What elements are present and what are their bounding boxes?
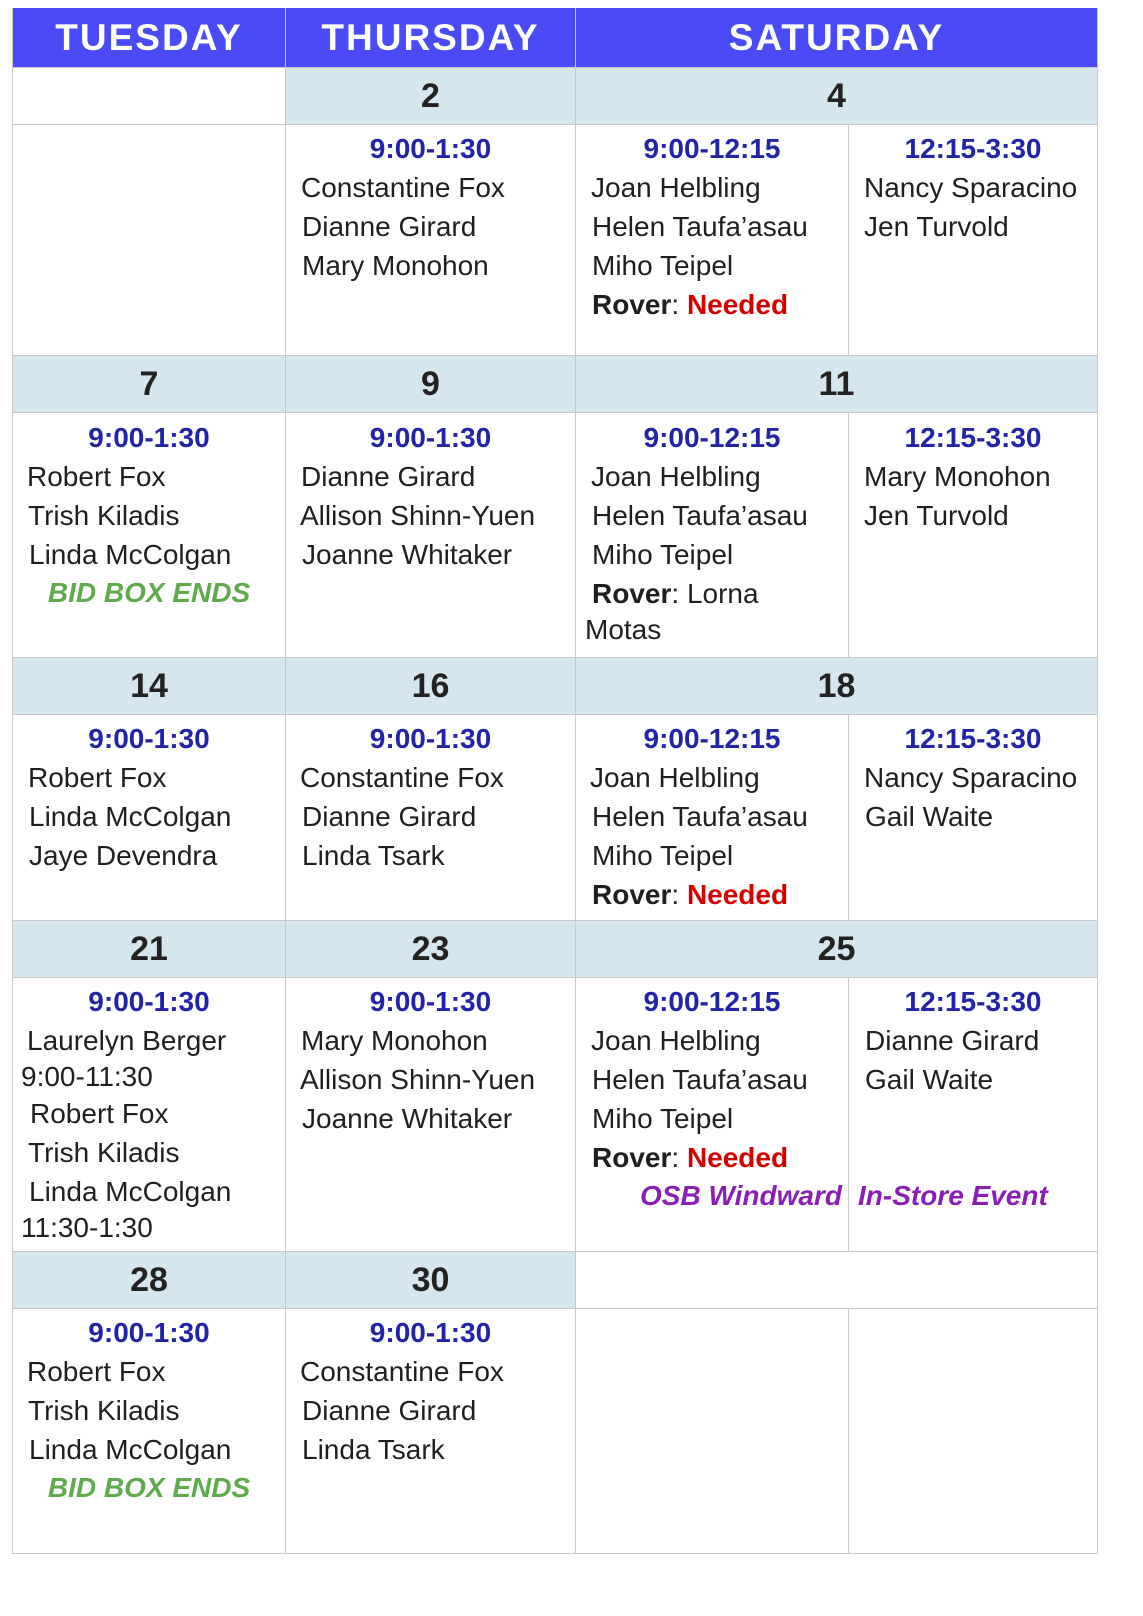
volunteer-name: Dianne Girard — [301, 461, 476, 492]
volunteer-name: Helen Taufa’asau — [592, 801, 808, 832]
shift-time: 9:00-1:30 — [369, 1317, 492, 1348]
rover-line: Rover: Needed — [592, 289, 789, 320]
grid-line — [12, 714, 1098, 715]
shift-cell-thursday-16 — [286, 720, 575, 875]
volunteer-name: Laurelyn Berger — [27, 1025, 227, 1056]
date-saturday-4: 4 — [576, 67, 1097, 125]
volunteer-name: Mary Monohon — [301, 1025, 488, 1056]
shift-time: 9:00-1:30 — [88, 1317, 210, 1348]
shift-cell-saturday-25-afternoon — [849, 983, 1097, 1215]
date-saturday-25: 25 — [576, 920, 1097, 978]
rover-label: Rover — [592, 879, 672, 910]
volunteer-name: Linda McColgan — [29, 539, 232, 570]
shift-time: 12:15-3:30 — [904, 422, 1042, 453]
osb-windward-note: OSB Windward — [640, 1180, 842, 1211]
volunteer-name: Dianne Girard — [302, 1395, 477, 1426]
volunteer-name: Joan Helbling — [591, 461, 761, 492]
shift-cell-tuesday-14 — [13, 720, 285, 875]
shift-cell-thursday-2 — [286, 130, 575, 285]
volunteer-name: Helen Taufa’asau — [592, 500, 808, 531]
shift-time: 9:00-12:15 — [643, 133, 781, 164]
volunteer-name: Trish Kiladis — [28, 1137, 180, 1168]
rover-needed: Needed — [686, 1142, 789, 1173]
shift-time: 9:00-1:30 — [88, 422, 210, 453]
shift-time: 9:00-1:30 — [369, 133, 492, 164]
shift-time: 12:15-3:30 — [904, 986, 1042, 1017]
volunteer-name: Robert Fox — [30, 1098, 169, 1129]
volunteer-name: Joanne Whitaker — [302, 539, 513, 570]
shift-time: 12:15-3:30 — [904, 723, 1042, 754]
volunteer-name: Nancy Sparacino — [864, 762, 1078, 793]
rover-name: Lorna — [686, 578, 759, 609]
grid-line — [848, 1309, 849, 1553]
volunteer-name: Jen Turvold — [864, 211, 1009, 242]
volunteer-name: Trish Kiladis — [28, 1395, 180, 1426]
grid-line — [12, 657, 1098, 658]
shift-time: 9:00-1:30 — [88, 723, 210, 754]
shift-time: 9:00-1:30 — [369, 422, 492, 453]
header-tuesday: TUESDAY — [13, 8, 285, 68]
grid-line — [12, 977, 1098, 978]
shift-time: 12:15-3:30 — [904, 133, 1042, 164]
grid-line — [12, 1553, 1098, 1554]
rover-label: Rover — [592, 578, 672, 609]
date-saturday-11: 11 — [576, 355, 1097, 413]
bid-box-ends-note: BID BOX ENDS — [47, 577, 251, 608]
volunteer-name: Joan Helbling — [591, 1025, 761, 1056]
volunteer-name: Mary Monohon — [864, 461, 1051, 492]
volunteer-name: Miho Teipel — [592, 539, 734, 570]
in-store-event-note: In-Store Event — [858, 1180, 1048, 1211]
volunteer-name: Miho Teipel — [592, 250, 734, 281]
volunteer-name: Joan Helbling — [590, 762, 760, 793]
grid-line — [12, 412, 1098, 413]
shift-cell-saturday-11-afternoon — [849, 419, 1097, 535]
rover-line: Rover: Needed — [592, 1142, 789, 1173]
header-thursday: THURSDAY — [286, 8, 575, 68]
date-tuesday-21: 21 — [13, 920, 285, 978]
shift-cell-saturday-4-afternoon — [849, 130, 1097, 246]
volunteer-name: Robert Fox — [27, 461, 166, 492]
volunteer-name: Joan Helbling — [591, 172, 761, 203]
volunteer-name: Allison Shinn-Yuen — [300, 1064, 536, 1095]
rover-line: Rover: Needed — [592, 879, 789, 910]
date-thursday-16: 16 — [286, 657, 575, 715]
shift-time: 9:00-12:15 — [643, 422, 781, 453]
volunteer-name: Miho Teipel — [592, 1103, 734, 1134]
volunteer-name: Linda McColgan — [29, 1176, 232, 1207]
volunteer-name: Helen Taufa’asau — [592, 1064, 808, 1095]
shift-cell-thursday-9 — [286, 419, 575, 574]
volunteer-name: Jen Turvold — [864, 500, 1009, 531]
volunteer-name: Allison Shinn-Yuen — [300, 500, 536, 531]
shift-cell-saturday-4-morning — [576, 130, 848, 324]
volunteer-name: Trish Kiladis — [28, 500, 180, 531]
volunteer-name: Nancy Sparacino — [864, 172, 1078, 203]
volunteer-name: Constantine Fox — [300, 1356, 504, 1387]
shift-cell-thursday-23 — [286, 983, 575, 1138]
split-shift-time: 11:30-1:30 — [21, 1212, 153, 1243]
grid-line — [12, 1308, 1098, 1309]
shift-cell-saturday-18-morning — [576, 720, 848, 914]
bid-box-ends-note: BID BOX ENDS — [47, 1472, 251, 1503]
grid-line — [12, 920, 1098, 921]
shift-cell-saturday-11-morning — [576, 419, 848, 647]
volunteer-name: Mary Monohon — [302, 250, 489, 281]
shift-time: 9:00-12:15 — [643, 986, 781, 1017]
volunteer-name: Miho Teipel — [592, 840, 734, 871]
shift-cell-tuesday-21 — [13, 983, 285, 1245]
date-tuesday-28: 28 — [13, 1251, 285, 1309]
grid-line — [12, 1251, 1098, 1252]
grid-line — [1097, 8, 1098, 1553]
header-saturday: SATURDAY — [576, 8, 1097, 68]
rover-name-continued: Motas — [585, 614, 662, 645]
split-shift-time: 9:00-11:30 — [21, 1061, 153, 1092]
volunteer-name: Helen Taufa’asau — [592, 211, 808, 242]
grid-line — [12, 355, 1098, 356]
volunteer-name: Constantine Fox — [301, 172, 505, 203]
shift-cell-saturday-18-afternoon — [849, 720, 1097, 836]
grid-line — [12, 67, 1098, 68]
grid-line — [12, 124, 1098, 125]
rover-needed: Needed — [686, 289, 789, 320]
shift-cell-tuesday-7 — [13, 419, 285, 612]
rover-line: Rover: Lorna — [592, 578, 759, 609]
volunteer-name: Constantine Fox — [300, 762, 504, 793]
date-tuesday-7: 7 — [13, 355, 285, 413]
rover-label: Rover — [592, 289, 672, 320]
volunteer-name: Dianne Girard — [865, 1025, 1040, 1056]
shift-time: 9:00-1:30 — [369, 723, 492, 754]
volunteer-name: Gail Waite — [865, 801, 994, 832]
volunteer-name: Dianne Girard — [302, 211, 477, 242]
volunteer-name: Linda McColgan — [29, 801, 232, 832]
date-thursday-9: 9 — [286, 355, 575, 413]
shift-cell-thursday-30 — [286, 1314, 575, 1469]
volunteer-name: Gail Waite — [865, 1064, 994, 1095]
volunteer-name: Jaye Devendra — [29, 840, 218, 871]
rover-label: Rover — [592, 1142, 672, 1173]
volunteer-name: Joanne Whitaker — [302, 1103, 513, 1134]
shift-time: 9:00-1:30 — [88, 986, 210, 1017]
date-thursday-23: 23 — [286, 920, 575, 978]
shift-time: 9:00-12:15 — [643, 723, 781, 754]
date-saturday-18: 18 — [576, 657, 1097, 715]
volunteer-name: Linda McColgan — [29, 1434, 232, 1465]
volunteer-name: Linda Tsark — [302, 1434, 445, 1465]
shift-time: 9:00-1:30 — [369, 986, 492, 1017]
shift-cell-saturday-25-morning — [576, 983, 848, 1215]
volunteer-name: Dianne Girard — [302, 801, 477, 832]
date-thursday-2: 2 — [286, 67, 575, 125]
rover-needed: Needed — [686, 879, 789, 910]
volunteer-name: Robert Fox — [27, 1356, 166, 1387]
volunteer-name: Linda Tsark — [302, 840, 445, 871]
shift-cell-tuesday-28 — [13, 1314, 285, 1507]
date-thursday-30: 30 — [286, 1251, 575, 1309]
volunteer-name: Robert Fox — [28, 762, 167, 793]
date-tuesday-14: 14 — [13, 657, 285, 715]
